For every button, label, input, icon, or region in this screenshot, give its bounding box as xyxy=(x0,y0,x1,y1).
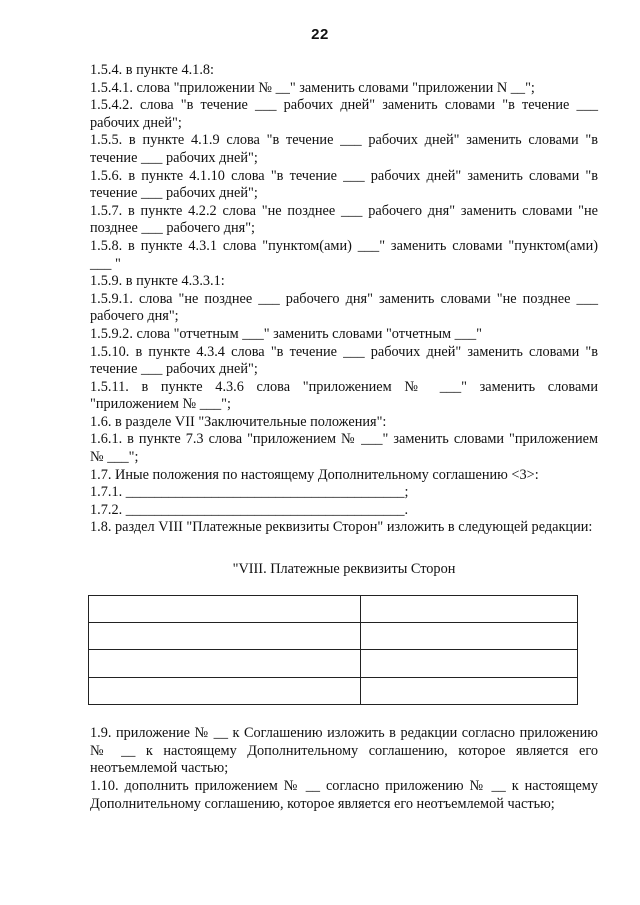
paragraph: 1.5.11. в пункте 4.3.6 слова "приложением № ___" заменить словами "приложением № ___"; xyxy=(90,378,598,413)
table-cell xyxy=(361,650,578,677)
table-cell xyxy=(89,623,361,650)
after-table-section xyxy=(90,725,598,813)
paragraph: 1.5.9.1. слова "не позднее ___ рабочего дня" заменить словами "не позднее ___ рабочего дня"; xyxy=(90,290,598,325)
paragraph: 1.5.4.2. слова "в течение ___ рабочих дней" заменить словами "в течение ___ рабочих дней"; xyxy=(90,97,598,131)
blank-line-item: 1.7.1. _______________________________________; xyxy=(90,484,409,501)
table-cell xyxy=(361,677,578,704)
paragraph: 1.5.7. в пункте 4.2.2 слова "не позднее ___ рабочего дня" заменить словами "не позднее ___ рабочего дня"; xyxy=(90,202,598,237)
table-cell xyxy=(361,623,578,650)
paragraph: 1.5.9. в пункте 4.3.3.1: xyxy=(90,273,225,290)
paragraph: 1.5.4. в пункте 4.1.8: xyxy=(90,62,215,78)
paragraph: 1.5.9.2. слова "отчетным ___" заменить словами "отчетным ___" xyxy=(90,325,482,342)
paragraph: 1.5.5. в пункте 4.1.9 слова "в течение ___ рабочих дней" заменить словами "в течение ___ рабочих дней"; xyxy=(90,132,598,166)
requisites-table xyxy=(88,595,578,706)
table-cell xyxy=(89,677,361,704)
paragraph: 1.10. дополнить приложением № __ согласно приложению № __ к настоящему Дополнительному соглашению, которое является его неотъемлемой частью; xyxy=(90,777,598,812)
page-number: 22 xyxy=(311,26,329,43)
paragraph: 1.5.4.1. слова "приложении № __" заменить словами "приложении N __"; xyxy=(90,79,535,96)
document-body xyxy=(90,62,598,813)
paragraph: 1.8. раздел VIII "Платежные реквизиты Сторон" изложить в следующей редакции: xyxy=(90,519,593,536)
table-row xyxy=(89,650,578,677)
paragraph: 1.6.1. в пункте 7.3 слова "приложением № ___" заменить словами "приложением № ___"; xyxy=(90,431,598,466)
blank-line-item: 1.7.2. _______________________________________. xyxy=(90,501,409,518)
table-cell xyxy=(89,650,361,677)
paragraph: 1.7. Иные положения по настоящему Дополнительному соглашению <3>: xyxy=(90,466,539,483)
table-cell xyxy=(89,595,361,622)
paragraph: 1.9. приложение № __ к Соглашению изложить в редакции согласно приложению № __ к настоящему Дополнительному соглашению, которое является его неотъемлемой частью; xyxy=(90,725,598,777)
paragraph: 1.5.8. в пункте 4.3.1 слова "пунктом(ами) ___" заменить словами "пунктом(ами) ___ " xyxy=(90,237,598,272)
paragraph: 1.5.6. в пункте 4.1.10 слова "в течение ___ рабочих дней" заменить словами "в течение ___ рабочих дней"; xyxy=(90,167,598,202)
paragraph: 1.6. в разделе VII "Заключительные положения": xyxy=(90,413,387,430)
table-row xyxy=(89,623,578,650)
table-row xyxy=(89,677,578,704)
section-title: "VIII. Платежные реквизиты Сторон xyxy=(232,561,456,578)
table-cell xyxy=(361,595,578,622)
table-row xyxy=(89,595,578,622)
paragraph: 1.5.10. в пункте 4.3.4 слова "в течение ___ рабочих дней" заменить словами "в течение ___ рабочих дней"; xyxy=(90,343,598,378)
